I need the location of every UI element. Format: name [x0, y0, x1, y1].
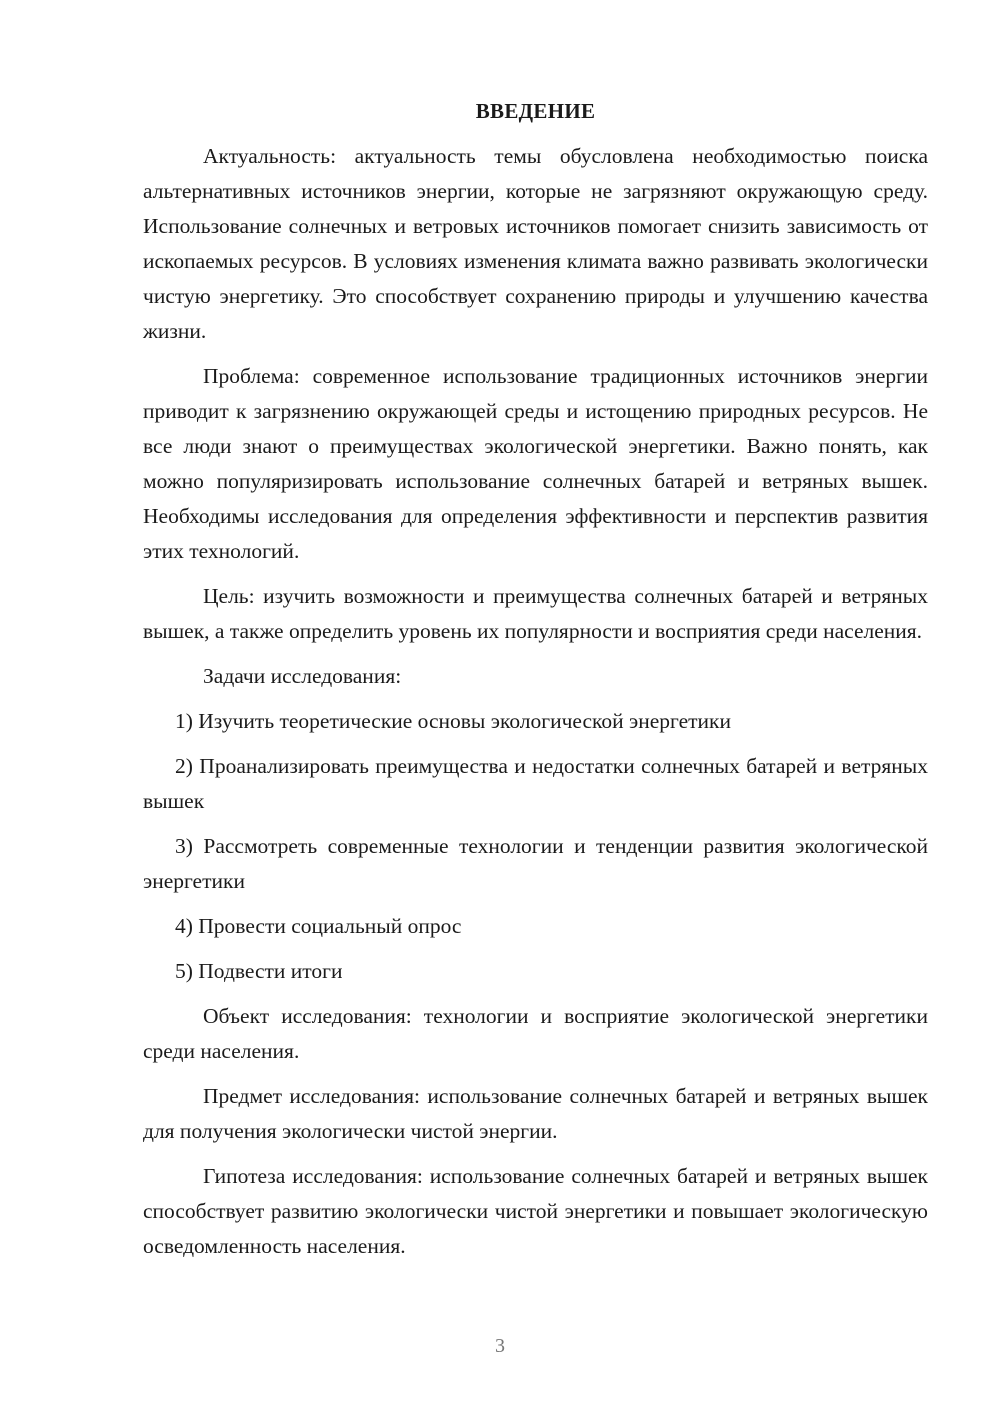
problem-paragraph: Проблема: современное использование традиционных источников энергии приводит к загрязнению окружающей среды и истощению природных ресурсов. Не все люди знают о преимуществах экологической энергетики. Важно понять, как можно популяризировать использование солнечных батарей и ветряных вышек. Необходимы исследования для определения эффективности и перспектив развития этих технологий.	[143, 364, 928, 563]
page-content	[143, 95, 928, 1264]
object-paragraph: Объект исследования: технологии и восприятие экологической энергетики среди населения.	[143, 1004, 928, 1063]
task-item: 5) Подвести итоги	[175, 959, 343, 983]
section-title: ВВЕДЕНИЕ	[475, 99, 596, 123]
hypothesis-paragraph: Гипотеза исследования: использование солнечных батарей и ветряных вышек способствует развитию экологически чистой энергетики и повышает экологическую осведомленность населения.	[143, 1164, 928, 1258]
task-item: 1) Изучить теоретические основы экологической энергетики	[175, 709, 731, 733]
subject-paragraph: Предмет исследования: использование солнечных батарей и ветряных вышек для получения экологически чистой энергии.	[143, 1084, 928, 1143]
task-item: 3) Рассмотреть современные технологии и тенденции развития экологической энергетики	[143, 834, 928, 893]
task-item: 4) Провести социальный опрос	[175, 914, 462, 938]
tasks-heading: Задачи исследования:	[203, 664, 402, 688]
goal-paragraph: Цель: изучить возможности и преимущества солнечных батарей и ветряных вышек, а также определить уровень их популярности и восприятия среди населения.	[143, 584, 928, 643]
page-number: 3	[495, 1335, 505, 1357]
relevance-paragraph: Актуальность: актуальность темы обусловлена необходимостью поиска альтернативных источников энергии, которые не загрязняют окружающую среду. Использование солнечных и ветровых источников помогает снизить зависимость от ископаемых ресурсов. В условиях изменения климата важно развивать экологически чистую энергетику. Это способствует сохранению природы и улучшению качества жизни.	[143, 144, 928, 343]
task-item: 2) Проанализировать преимущества и недостатки солнечных батарей и ветряных вышек	[143, 754, 928, 813]
